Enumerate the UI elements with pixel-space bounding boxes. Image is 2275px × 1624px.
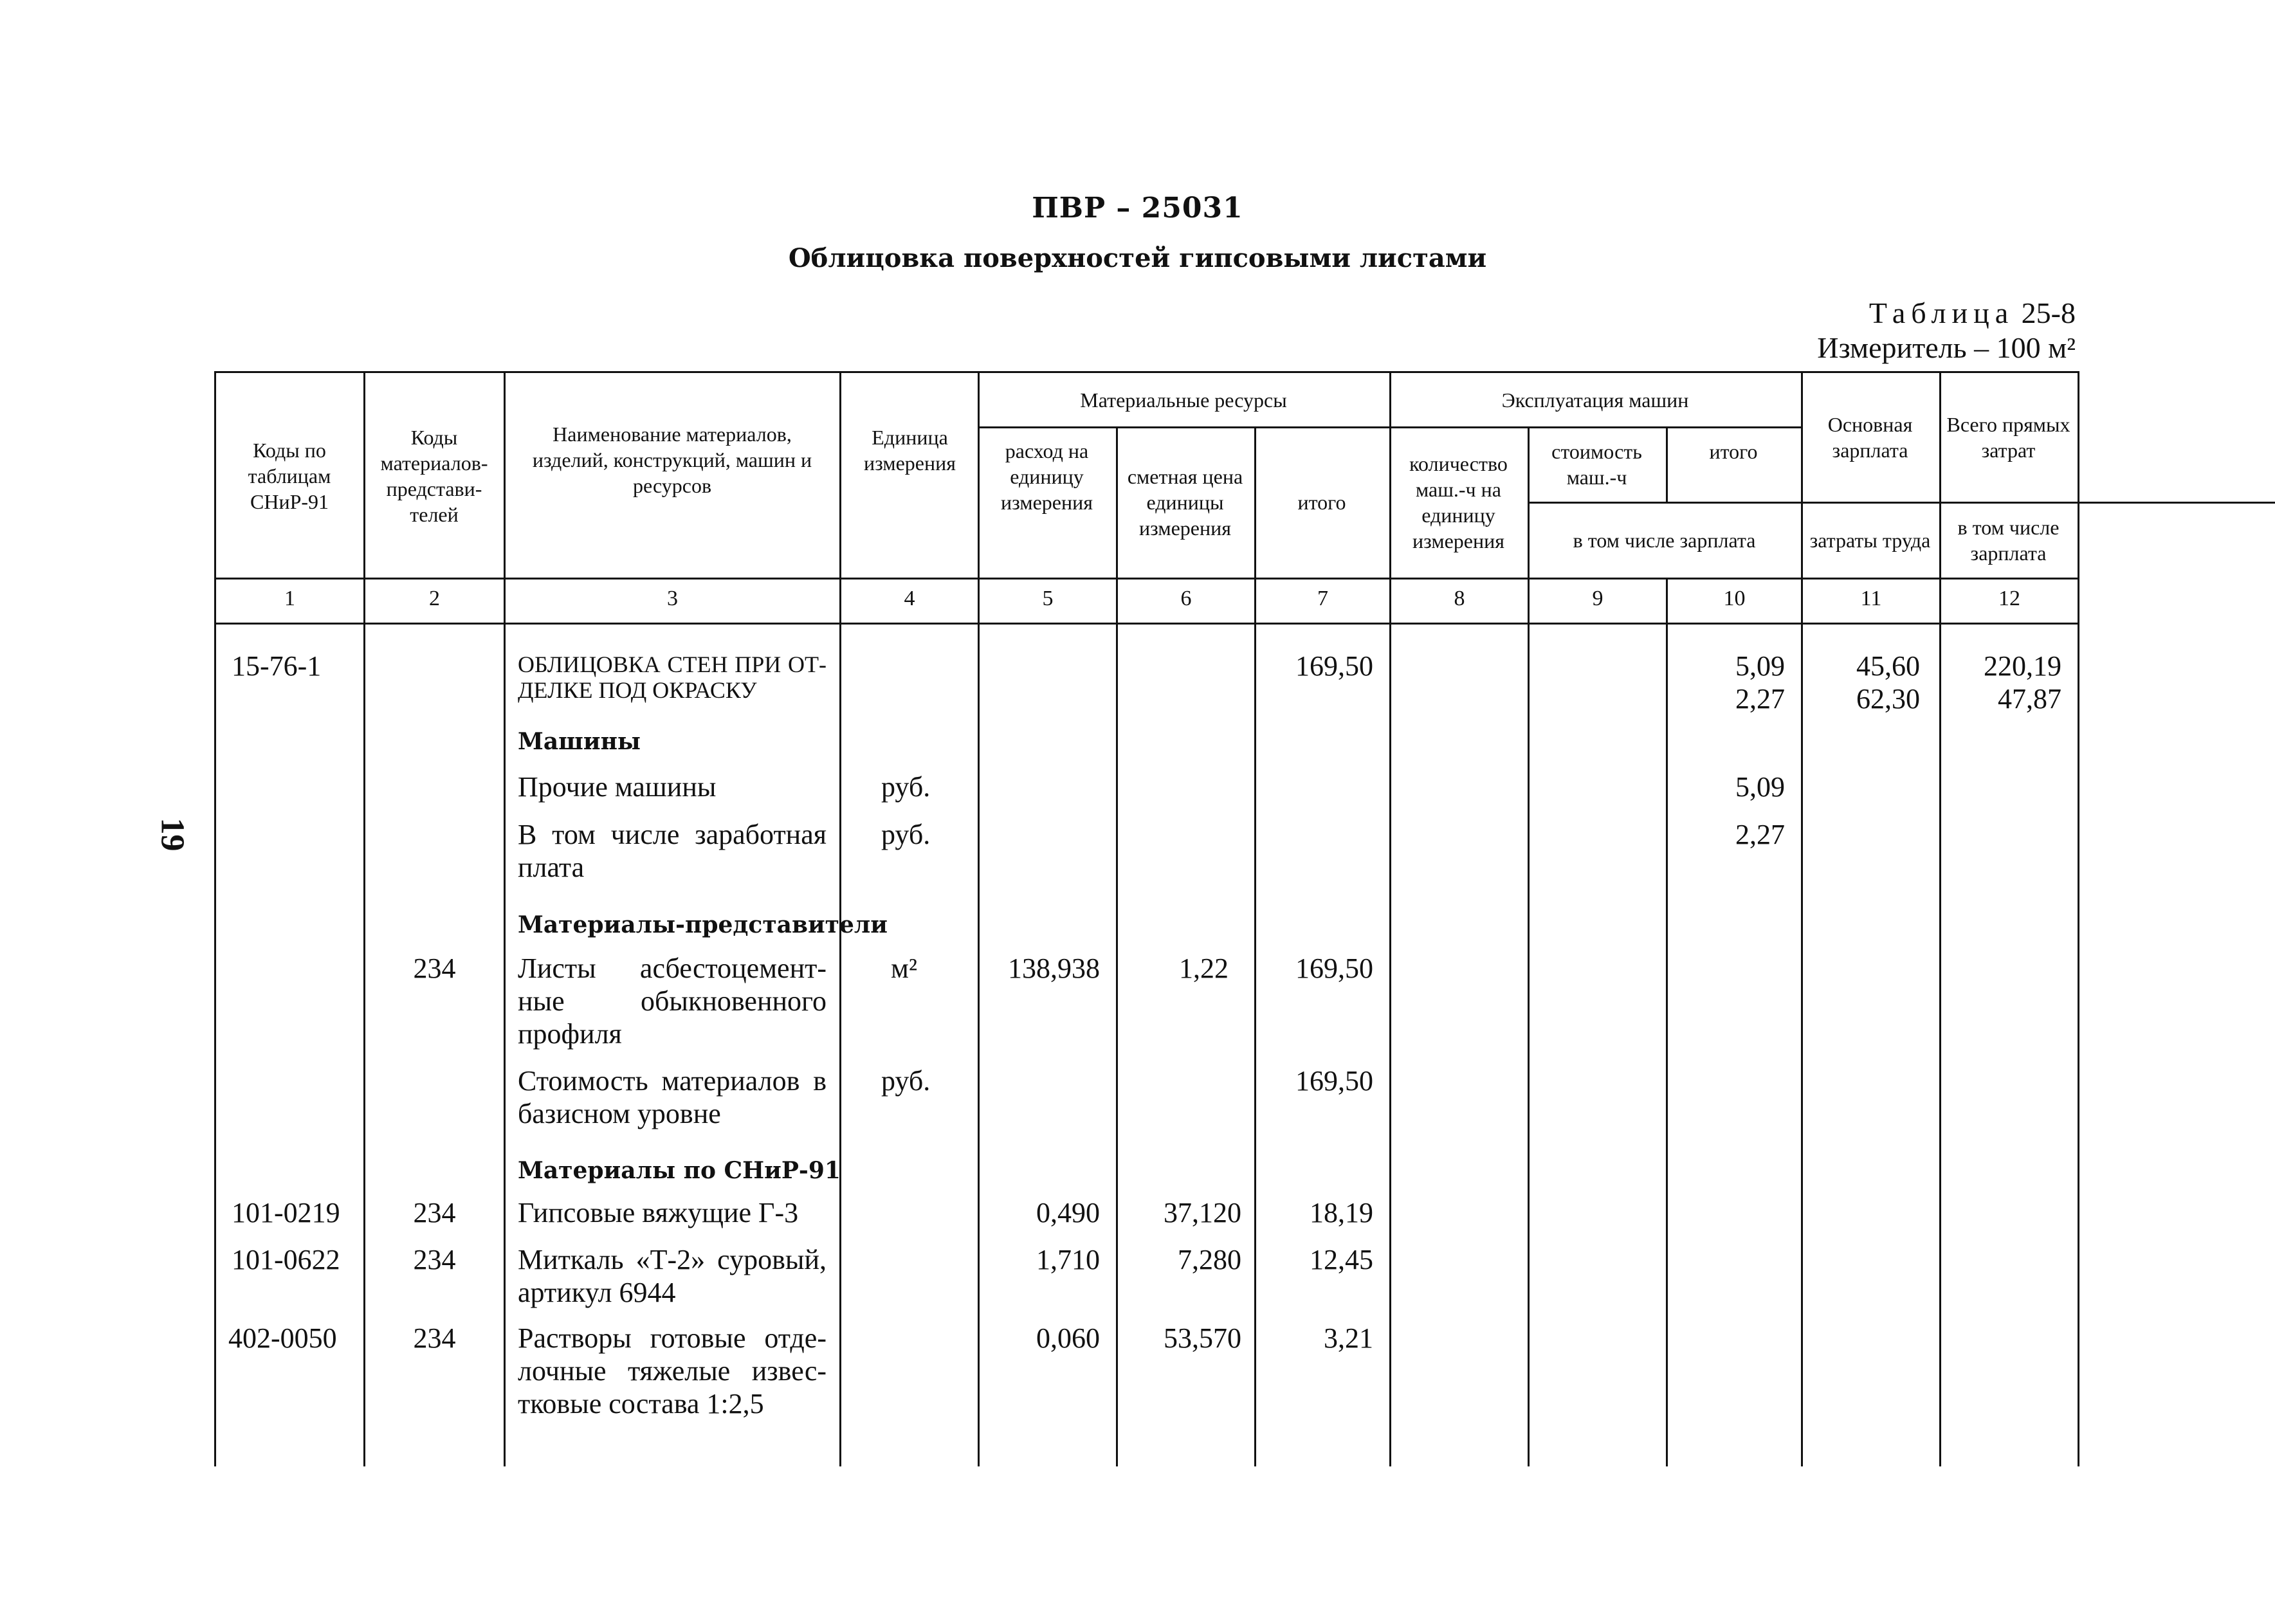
table-label: Таблица (1868, 297, 2015, 329)
row-code: 101-0219 (232, 1197, 340, 1228)
header-col-8: количество маш.-ч на единицу измерения (1409, 452, 1508, 552)
header-col-4: Единица измерения (864, 426, 956, 475)
section-heading: Материалы-представители (518, 911, 888, 938)
page-number: 19 (154, 817, 191, 852)
header-col-10: итого (1709, 440, 1758, 463)
header-col-9: стоимость маш.-ч (1551, 440, 1642, 489)
column-number: 9 (1592, 587, 1603, 610)
row-unit: руб. (881, 771, 931, 803)
row-machine-total: 5,09 (1735, 771, 1785, 803)
header-material-resources: Материальные ресурсы (1080, 388, 1287, 412)
row-rate: 1,710 (1036, 1244, 1100, 1275)
row-total: 12,45 (1310, 1244, 1373, 1275)
row-name: Листы асбестоцемент-ные обыкновенного профиля (518, 953, 827, 1050)
measure-unit: Измеритель – 100 м² (1817, 331, 2076, 364)
header-col-3: Наименование материалов, изделий, конструкций, машин и ресурсов (532, 423, 812, 497)
column-number: 10 (1723, 587, 1746, 610)
row-name: Растворы готовые отде-лочные тяжелые извес-тковые состава 1:2,5 (518, 1322, 827, 1419)
row-machine-wage: 2,27 (1735, 683, 1785, 715)
row-machine-total: 5,09 (1735, 650, 1785, 682)
row-unit: руб. (881, 1065, 931, 1097)
row-code2: 234 (413, 953, 456, 984)
row-name: Стоимость материалов в базисном уровне (518, 1065, 827, 1129)
column-number: 8 (1454, 587, 1465, 610)
row-name: Миткаль «Т-2» суровый, артикул 6944 (518, 1244, 827, 1308)
column-number: 5 (1042, 587, 1054, 610)
header-col-11: Основная зарплата (1827, 413, 1913, 462)
row-direct-wage: 47,87 (1998, 683, 2061, 715)
row-name: Прочие машины (518, 771, 717, 803)
document-title: Облицовка поверхностей гипсовыми листами (788, 243, 1487, 273)
row-total: 169,50 (1295, 953, 1373, 984)
row-rate: 138,938 (1008, 953, 1100, 984)
row-code2: 234 (413, 1197, 456, 1228)
section-heading: Материалы по СНиР-91 (518, 1157, 841, 1184)
document-code: ПВР – 25031 (1032, 192, 1243, 224)
table-caption (1817, 296, 2076, 365)
header-col-1: Коды по таблицам СНиР-91 (248, 439, 331, 513)
header-col-6: сметная цена единицы измерения (1127, 465, 1243, 540)
row-machine-total: 2,27 (1735, 819, 1785, 850)
column-number: 3 (667, 587, 678, 610)
header-col-7: итого (1297, 491, 1346, 514)
section-heading: Машины (518, 728, 641, 755)
row-name: Гипсовые вяжущие Г-3 (518, 1197, 799, 1228)
row-code: 101-0622 (232, 1244, 340, 1275)
row-price: 37,120 (1164, 1197, 1241, 1228)
header-col-2: Коды материалов-представи-телей (380, 426, 488, 526)
row-price: 1,22 (1179, 953, 1229, 984)
row-name: ОБЛИЦОВКА СТЕН ПРИ ОТ-ДЕЛКЕ ПОД ОКРАСКУ (518, 652, 827, 703)
header-col-11-sub: затраты труда (1809, 528, 1931, 552)
row-code: 15-76-1 (232, 650, 322, 682)
row-direct-total: 220,19 (1984, 650, 2061, 682)
column-number: 6 (1180, 587, 1192, 610)
column-number: 7 (1317, 587, 1328, 610)
header-machine-operation: Эксплуатация машин (1501, 388, 1689, 412)
row-name: В том числе заработная плата (518, 819, 827, 883)
row-labor: 62,30 (1856, 683, 1920, 715)
row-price: 7,280 (1178, 1244, 1241, 1275)
row-total: 169,50 (1295, 1065, 1373, 1097)
row-rate: 0,060 (1036, 1322, 1100, 1354)
row-rate: 0,490 (1036, 1197, 1100, 1228)
row-unit: м² (891, 953, 918, 984)
row-total: 18,19 (1310, 1197, 1373, 1228)
column-number: 2 (429, 587, 440, 610)
row-code: 402-0050 (228, 1322, 337, 1354)
row-wage: 45,60 (1856, 650, 1920, 682)
row-unit: руб. (881, 819, 931, 850)
header-col-5: расход на единицу измерения (1001, 439, 1093, 514)
column-number: 12 (1998, 587, 2020, 610)
column-number: 4 (904, 587, 915, 610)
table-number: 25-8 (2021, 297, 2076, 329)
header-col-12-sub: в том числе зарплата (1957, 515, 2060, 565)
row-price: 53,570 (1164, 1322, 1241, 1354)
column-number: 11 (1860, 587, 1882, 610)
row-code2: 234 (413, 1244, 456, 1275)
header-col-12: Всего прямых затрат (1946, 413, 2070, 462)
column-number: 1 (284, 587, 295, 610)
row-total: 169,50 (1295, 650, 1373, 682)
header-col-9-10-sub: в том числе зарплата (1573, 528, 1756, 552)
row-code2: 234 (413, 1322, 456, 1354)
row-total: 3,21 (1324, 1322, 1373, 1354)
